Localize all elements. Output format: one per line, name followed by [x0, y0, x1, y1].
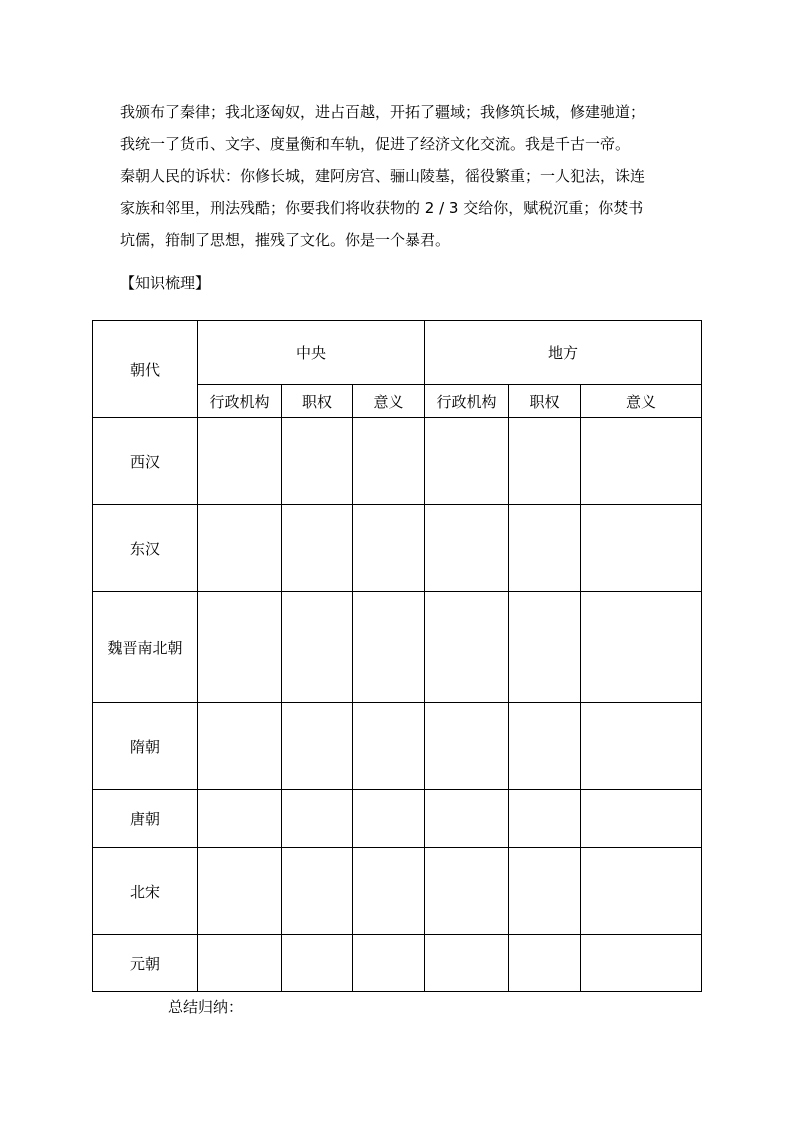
empty-cell[interactable] [509, 418, 581, 505]
empty-cell[interactable] [581, 848, 702, 935]
empty-cell[interactable] [581, 935, 702, 992]
empty-cell[interactable] [581, 505, 702, 592]
empty-cell[interactable] [425, 592, 509, 703]
empty-cell[interactable] [198, 790, 282, 848]
empty-cell[interactable] [425, 848, 509, 935]
section-heading: 【知识梳理】 [120, 274, 211, 292]
empty-cell[interactable] [282, 592, 353, 703]
empty-cell[interactable] [353, 790, 425, 848]
dynasty-cell: 西汉 [93, 418, 198, 505]
empty-cell[interactable] [581, 790, 702, 848]
empty-cell[interactable] [509, 848, 581, 935]
empty-cell[interactable] [509, 703, 581, 790]
dynasty-cell: 元朝 [93, 935, 198, 992]
header-local-significance: 意义 [581, 385, 702, 418]
empty-cell[interactable] [353, 935, 425, 992]
empty-cell[interactable] [581, 703, 702, 790]
paragraph-line: 我统一了货币、文字、度量衡和车轨，促进了经济文化交流。我是千古一帝。 [120, 135, 631, 153]
table-row [93, 935, 702, 992]
header-local: 地方 [425, 321, 702, 385]
empty-cell[interactable] [353, 505, 425, 592]
dynasty-cell: 魏晋南北朝 [93, 592, 198, 703]
empty-cell[interactable] [282, 848, 353, 935]
empty-cell[interactable] [198, 592, 282, 703]
summary-label: 总结归纳： [168, 998, 244, 1016]
empty-cell[interactable] [425, 935, 509, 992]
dynasty-cell: 北宋 [93, 848, 198, 935]
header-local-power: 职权 [509, 385, 581, 418]
table-row [93, 592, 702, 703]
header-central-admin: 行政机构 [198, 385, 282, 418]
empty-cell[interactable] [282, 418, 353, 505]
header-central-power: 职权 [282, 385, 353, 418]
table-row [93, 418, 702, 505]
empty-cell[interactable] [198, 848, 282, 935]
header-local-admin: 行政机构 [425, 385, 509, 418]
empty-cell[interactable] [425, 790, 509, 848]
empty-cell[interactable] [353, 703, 425, 790]
empty-cell[interactable] [509, 505, 581, 592]
table-row [93, 790, 702, 848]
table-row [93, 703, 702, 790]
empty-cell[interactable] [353, 592, 425, 703]
empty-cell[interactable] [198, 935, 282, 992]
empty-cell[interactable] [425, 703, 509, 790]
dynasty-cell: 东汉 [93, 505, 198, 592]
table-row [93, 848, 702, 935]
empty-cell[interactable] [353, 848, 425, 935]
paragraph-line: 秦朝人民的诉状：你修长城，建阿房宫、骊山陵墓，徭役繁重；一人犯法，诛连 [120, 167, 646, 185]
empty-cell[interactable] [509, 790, 581, 848]
empty-cell[interactable] [581, 592, 702, 703]
paragraph-line: 坑儒，箝制了思想，摧残了文化。你是一个暴君。 [120, 231, 451, 249]
table-row [93, 505, 702, 592]
dynasty-cell: 隋朝 [93, 703, 198, 790]
empty-cell[interactable] [198, 703, 282, 790]
knowledge-table [92, 320, 702, 992]
paragraph-line: 家族和邻里，刑法残酷；你要我们将收获物的 2 / 3 交给你，赋税沉重；你焚书 [120, 199, 644, 217]
empty-cell[interactable] [509, 935, 581, 992]
empty-cell[interactable] [425, 505, 509, 592]
empty-cell[interactable] [282, 703, 353, 790]
dynasty-cell: 唐朝 [93, 790, 198, 848]
header-central: 中央 [198, 321, 425, 385]
header-dynasty: 朝代 [93, 321, 198, 418]
empty-cell[interactable] [282, 790, 353, 848]
empty-cell[interactable] [425, 418, 509, 505]
intro-paragraph [120, 96, 680, 256]
empty-cell[interactable] [282, 505, 353, 592]
empty-cell[interactable] [282, 935, 353, 992]
empty-cell[interactable] [581, 418, 702, 505]
empty-cell[interactable] [198, 505, 282, 592]
paragraph-line: 我颁布了秦律；我北逐匈奴，进占百越，开拓了疆域；我修筑长城，修建驰道； [120, 103, 646, 121]
header-central-significance: 意义 [353, 385, 425, 418]
empty-cell[interactable] [353, 418, 425, 505]
empty-cell[interactable] [509, 592, 581, 703]
empty-cell[interactable] [198, 418, 282, 505]
